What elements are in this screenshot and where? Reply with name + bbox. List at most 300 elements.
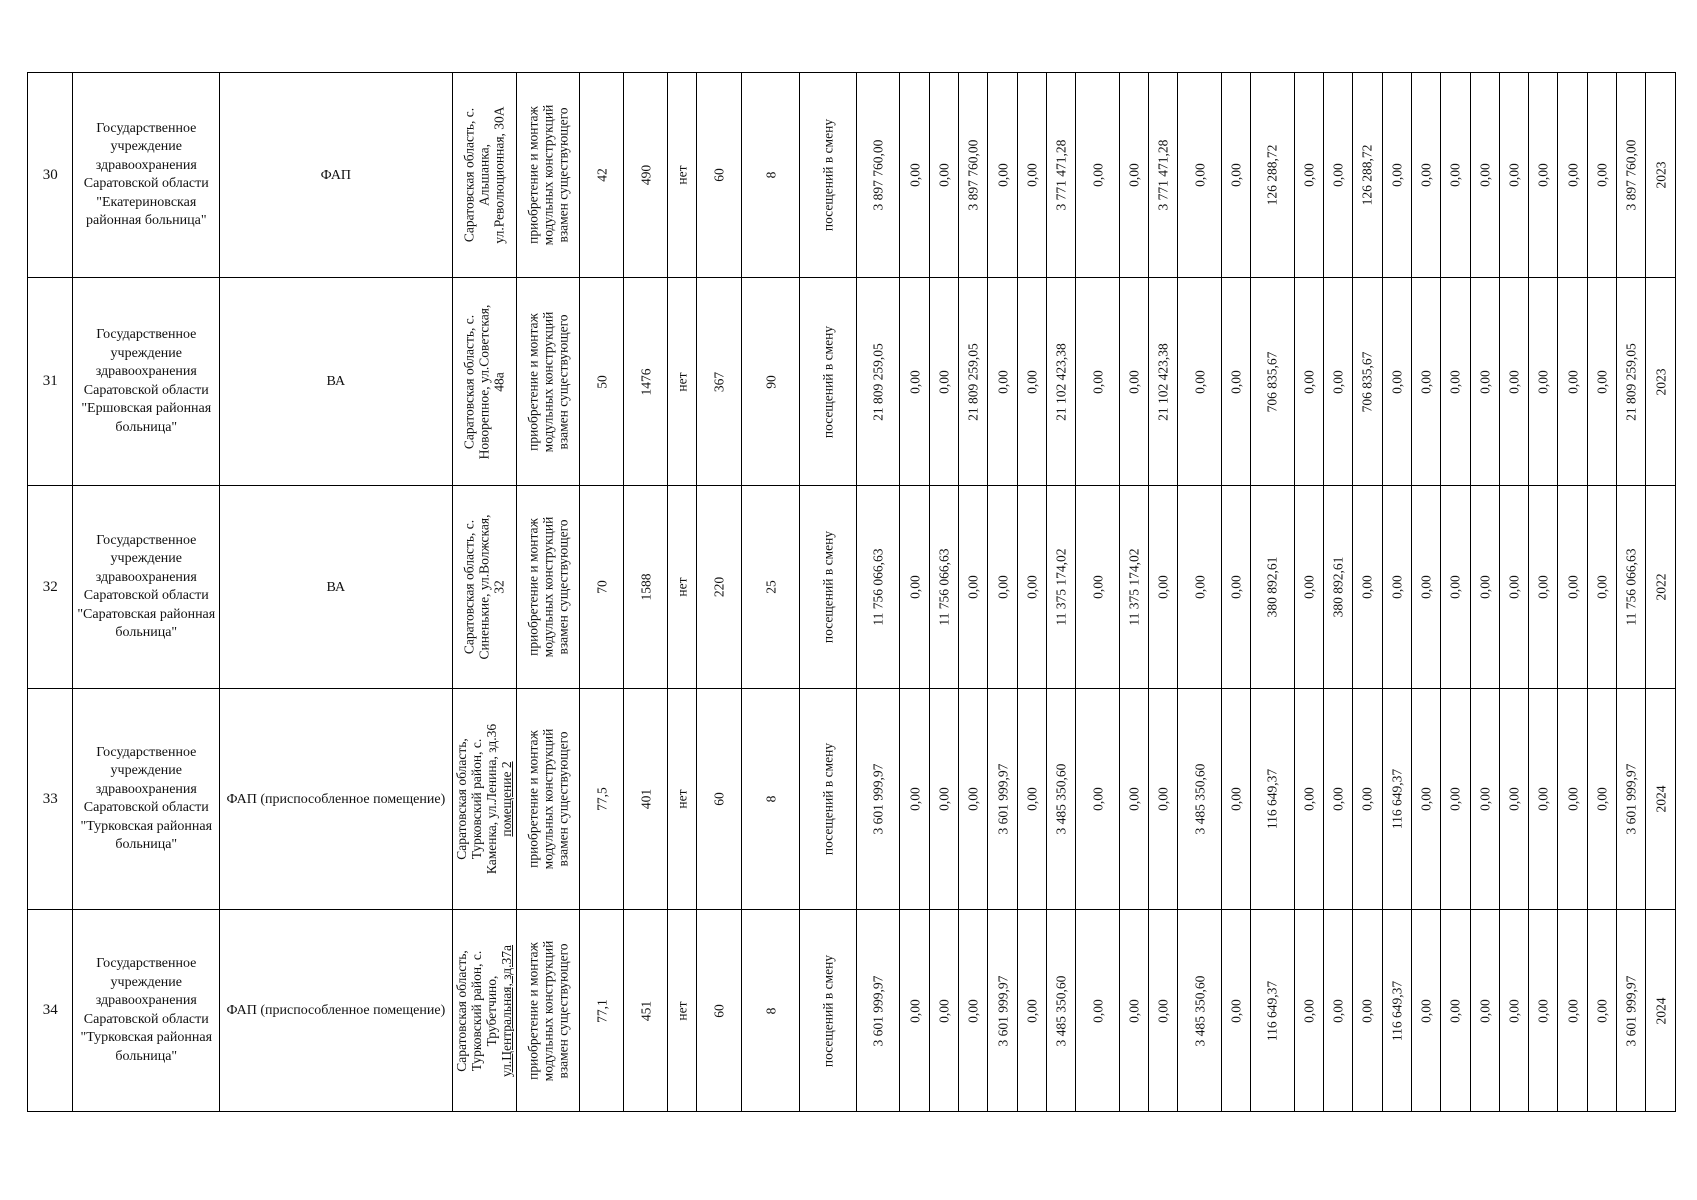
amount	[988, 278, 1017, 486]
address	[452, 73, 517, 278]
amount	[1529, 689, 1558, 910]
capacity	[697, 910, 741, 1112]
capacity-text: 367	[711, 371, 727, 392]
amount	[1149, 278, 1178, 486]
amount-text: 0,00	[1330, 369, 1346, 394]
amount	[1294, 486, 1323, 689]
flag	[667, 689, 696, 910]
amount-text: 116 649,37	[1264, 768, 1280, 830]
amount	[856, 910, 899, 1112]
amount-text: 0,00	[1418, 369, 1434, 394]
amount-text: 0,00	[1024, 369, 1040, 394]
amount	[959, 278, 988, 486]
amount	[1558, 486, 1587, 689]
amount-text: 0,00	[907, 163, 923, 187]
amount	[1382, 486, 1411, 689]
year	[1646, 486, 1676, 689]
amount-text: 3 601 999,97	[870, 763, 886, 835]
work-type-line: приобретение и монтаж	[525, 312, 541, 451]
amount-text: 0,00	[1024, 163, 1040, 187]
area-text: 77,1	[594, 998, 610, 1023]
amount-text: 0,00	[936, 163, 952, 187]
amount	[1353, 910, 1382, 1112]
amount-text: 0,00	[1192, 575, 1208, 599]
amount	[1529, 910, 1558, 1112]
area	[579, 278, 623, 486]
capacity-text: 220	[711, 576, 727, 598]
amount-text: 3 485 350,60	[1192, 975, 1208, 1046]
work-type-line: модульных конструкций	[540, 940, 556, 1081]
amount	[1323, 278, 1352, 486]
amount	[988, 73, 1017, 278]
amount-text: 0,00	[907, 998, 923, 1023]
amount-text: 0,00	[1418, 787, 1434, 811]
capacity-text: 60	[711, 1003, 727, 1018]
work-type	[517, 910, 580, 1112]
amount	[1221, 278, 1250, 486]
amount-text: 116 649,37	[1389, 980, 1405, 1041]
amount	[1178, 486, 1221, 689]
amount	[1323, 910, 1352, 1112]
amount	[1251, 73, 1294, 278]
amount	[1119, 486, 1148, 689]
amount	[1382, 689, 1411, 910]
amount-text: 0,00	[1506, 369, 1522, 394]
amount-text: 0,00	[1228, 575, 1244, 599]
amount-text: 0,00	[1594, 998, 1610, 1023]
population	[624, 689, 667, 910]
amount-text: 0,00	[1090, 163, 1106, 187]
amount	[1499, 910, 1528, 1112]
capacity-2-text: 8	[763, 795, 779, 803]
amount	[1441, 689, 1470, 910]
capacity-2-text: 25	[763, 580, 779, 594]
work-type-line: модульных конструкций	[540, 104, 556, 246]
flag	[667, 278, 696, 486]
amount-text: 0,00	[1126, 163, 1142, 187]
amount-text: 0,00	[1535, 163, 1551, 187]
amount-text: 11 756 066,63	[1623, 548, 1639, 626]
address-line: ул.Центральная, зд.37а	[499, 944, 515, 1077]
amount-text: 0,00	[1359, 787, 1375, 811]
amount-text: 0,00	[1447, 163, 1463, 187]
amount-text: 0,00	[1090, 998, 1106, 1023]
amount	[1529, 73, 1558, 278]
amount-text: 0,00	[1192, 163, 1208, 187]
amount	[900, 73, 929, 278]
amount	[900, 910, 929, 1112]
amount-text: 3 485 350,60	[1192, 763, 1208, 835]
amount-text: 0,00	[1447, 787, 1463, 811]
amount	[1294, 689, 1323, 910]
table-row	[28, 910, 1676, 1112]
amount-text: 0,00	[1565, 575, 1581, 599]
organization-name: Государственное учреждение здравоохранения Саратовской области "Ершовская районная больница"	[73, 278, 220, 486]
amount	[929, 910, 958, 1112]
amount	[856, 278, 899, 486]
amount	[1617, 278, 1646, 486]
address	[452, 278, 517, 486]
amount-text: 0,00	[1228, 787, 1244, 811]
amount	[1221, 910, 1250, 1112]
object-type: ФАП (приспособленное помещение)	[220, 910, 453, 1112]
address-line: помещение 2	[499, 761, 515, 837]
amount-text: 0,00	[1301, 163, 1317, 187]
population-text: 1588	[638, 573, 654, 601]
amount	[856, 486, 899, 689]
amount	[1017, 278, 1046, 486]
amount-text: 3 485 350,60	[1053, 975, 1069, 1046]
amount	[988, 910, 1017, 1112]
amount	[929, 689, 958, 910]
row-number: 34	[28, 910, 73, 1112]
address-line: Турковский район, с.	[469, 950, 485, 1071]
amount	[1411, 486, 1440, 689]
amount-text: 0,00	[1192, 369, 1208, 394]
amount	[1323, 486, 1352, 689]
capacity-text: 60	[711, 792, 727, 806]
amount-text: 0,00	[936, 369, 952, 394]
area	[579, 73, 623, 278]
amount	[1470, 910, 1499, 1112]
amount-text: 0,00	[1535, 369, 1551, 394]
amount-text: 0,00	[1477, 575, 1493, 599]
population	[624, 73, 667, 278]
amount-text: 0,00	[1024, 787, 1040, 811]
address-line: 32	[491, 580, 507, 594]
amount	[1617, 73, 1646, 278]
address-line: Саратовская область,	[454, 949, 470, 1072]
capacity-2	[741, 278, 800, 486]
amount-text: 0,00	[995, 575, 1011, 599]
amount-text: 0,00	[1228, 369, 1244, 394]
amount-text: 0,00	[1301, 787, 1317, 811]
amount-text: 380 892,61	[1330, 556, 1346, 618]
amount	[1558, 689, 1587, 910]
year-text: 2024	[1653, 997, 1669, 1024]
amount	[1323, 73, 1352, 278]
amount-text: 11 375 174,02	[1053, 548, 1069, 626]
amount	[1558, 73, 1587, 278]
amount-text: 0,00	[1565, 369, 1581, 394]
amount-text: 0,00	[1155, 787, 1171, 811]
area-text: 42	[594, 168, 610, 182]
flag-text: нет	[674, 165, 690, 185]
flag	[667, 486, 696, 689]
address-line: Трубетчино,	[484, 975, 500, 1046]
amount-text: 21 809 259,05	[1623, 342, 1639, 421]
amount	[1587, 278, 1616, 486]
capacity-2	[741, 689, 800, 910]
flag-text: нет	[674, 577, 690, 597]
amount-text: 706 835,67	[1264, 351, 1280, 412]
address-line: 48а	[491, 371, 507, 392]
amount-text: 0,00	[1359, 998, 1375, 1023]
amount	[959, 73, 988, 278]
amount	[1047, 689, 1076, 910]
amount	[1149, 910, 1178, 1112]
amount	[1294, 278, 1323, 486]
amount-text: 11 756 066,63	[936, 548, 952, 626]
unit-text: посещений в смену	[820, 742, 836, 856]
capacity	[697, 278, 741, 486]
amount-text: 0,00	[1477, 163, 1493, 187]
amount	[900, 486, 929, 689]
amount-text: 3 897 760,00	[1623, 139, 1639, 211]
amount-text: 0,00	[1447, 369, 1463, 394]
amount-text: 0,00	[1330, 998, 1346, 1023]
amount	[1499, 689, 1528, 910]
amount	[959, 689, 988, 910]
amount	[1251, 689, 1294, 910]
amount-text: 0,00	[1565, 998, 1581, 1023]
unit	[800, 689, 857, 910]
population	[624, 486, 667, 689]
work-type	[517, 689, 580, 910]
amount-text: 11 375 174,02	[1126, 548, 1142, 626]
population-text: 451	[638, 1000, 654, 1021]
amount	[1441, 278, 1470, 486]
amount	[1076, 73, 1119, 278]
amount-text: 380 892,61	[1264, 556, 1280, 618]
table-row	[28, 278, 1676, 486]
work-type-line: приобретение и монтаж	[525, 730, 541, 868]
area	[579, 486, 623, 689]
amount-text: 0,00	[1126, 369, 1142, 394]
amount	[1411, 278, 1440, 486]
amount	[1119, 910, 1148, 1112]
amount	[1017, 910, 1046, 1112]
address-line: Новорепное, ул.Советская,	[476, 304, 492, 459]
amount-text: 0,00	[1090, 787, 1106, 811]
amount-text: 0,00	[1389, 163, 1405, 187]
table-row	[28, 689, 1676, 910]
amount	[1251, 278, 1294, 486]
object-type: ФАП (приспособленное помещение)	[220, 689, 453, 910]
amount-text: 706 835,67	[1359, 351, 1375, 412]
amount	[1529, 278, 1558, 486]
amount-text: 3 485 350,60	[1053, 763, 1069, 835]
amount	[1470, 689, 1499, 910]
amount	[1587, 689, 1616, 910]
amount-text: 0,00	[1024, 998, 1040, 1023]
address-line: Саратовская область, с.	[461, 519, 477, 655]
object-type: ВА	[220, 278, 453, 486]
amount-text: 0,00	[1447, 998, 1463, 1023]
amount	[1149, 689, 1178, 910]
amount	[1178, 910, 1221, 1112]
area	[579, 689, 623, 910]
amount-text: 0,00	[1594, 163, 1610, 187]
amount-text: 0,00	[1155, 575, 1171, 599]
year-text: 2023	[1653, 368, 1669, 395]
amount-text: 3 601 999,97	[870, 975, 886, 1046]
amount	[1017, 486, 1046, 689]
amount	[1047, 278, 1076, 486]
address	[452, 486, 517, 689]
amount	[959, 910, 988, 1112]
unit	[800, 486, 857, 689]
amount-text: 0,00	[1565, 163, 1581, 187]
work-type-line: приобретение и монтаж	[525, 941, 541, 1080]
amount-text: 0,00	[995, 163, 1011, 187]
year	[1646, 689, 1676, 910]
area-text: 50	[594, 374, 610, 389]
amount-text: 0,00	[1506, 998, 1522, 1023]
amount-text: 0,00	[1301, 575, 1317, 599]
amount	[988, 486, 1017, 689]
work-type	[517, 486, 580, 689]
amount-text: 0,00	[965, 787, 981, 811]
amount-text: 0,00	[1594, 787, 1610, 811]
amount	[1441, 910, 1470, 1112]
amount-text: 116 649,37	[1264, 980, 1280, 1041]
amount	[1558, 278, 1587, 486]
amount-text: 0,00	[936, 998, 952, 1023]
amount	[1353, 73, 1382, 278]
row-number: 31	[28, 278, 73, 486]
work-type-line: модульных конструкций	[540, 516, 556, 658]
amount	[1149, 486, 1178, 689]
amount-text: 0,00	[907, 575, 923, 599]
organization-name: Государственное учреждение здравоохранения Саратовской области "Саратовская районная больница"	[73, 486, 220, 689]
address-line: Альшанка,	[476, 144, 492, 206]
amount	[1017, 73, 1046, 278]
amount-text: 0,00	[907, 369, 923, 394]
amount-text: 3 771 471,28	[1053, 139, 1069, 211]
area-text: 70	[594, 580, 610, 594]
population	[624, 910, 667, 1112]
amount	[1076, 278, 1119, 486]
address-line: Каменка, ул.Ленина, зд.36	[484, 723, 500, 875]
amount-text: 0,00	[1330, 787, 1346, 811]
address-line: Саратовская область,	[454, 738, 470, 860]
address	[452, 689, 517, 910]
amount-text: 0,00	[965, 998, 981, 1023]
work-type-line: взамен существующего	[555, 313, 571, 450]
amount	[1617, 910, 1646, 1112]
amount-text: 0,00	[1126, 998, 1142, 1023]
amount-text: 11 756 066,63	[870, 548, 886, 626]
amount	[1499, 278, 1528, 486]
amount-text: 0,00	[1155, 998, 1171, 1023]
amount-text: 0,00	[1418, 163, 1434, 187]
amount-text: 0,00	[965, 575, 981, 599]
flag-text: нет	[674, 1000, 690, 1021]
amount-text: 21 809 259,05	[870, 342, 886, 421]
population-text: 401	[638, 788, 654, 810]
amount	[1470, 486, 1499, 689]
amount-text: 0,00	[1506, 787, 1522, 811]
amount-text: 126 288,72	[1264, 144, 1280, 206]
amount-text: 0,00	[1090, 369, 1106, 394]
amount	[1323, 689, 1352, 910]
amount	[856, 73, 899, 278]
capacity-2	[741, 73, 800, 278]
flag-text: нет	[674, 789, 690, 809]
amount	[1617, 689, 1646, 910]
amount	[1382, 278, 1411, 486]
amount	[1178, 689, 1221, 910]
amount	[1076, 486, 1119, 689]
amount-text: 0,00	[1389, 369, 1405, 394]
organization-name: Государственное учреждение здравоохранения Саратовской области "Турковская районная больница"	[73, 910, 220, 1112]
amount	[959, 486, 988, 689]
amount	[1119, 689, 1148, 910]
amount	[900, 278, 929, 486]
population-text: 490	[638, 164, 654, 186]
unit	[800, 278, 857, 486]
work-type-line: взамен существующего	[555, 942, 571, 1079]
work-type	[517, 73, 580, 278]
year	[1646, 278, 1676, 486]
address-line: Синенькие, ул.Волжская,	[476, 514, 492, 660]
amount-text: 21 102 423,38	[1155, 342, 1171, 421]
year	[1646, 73, 1676, 278]
amount	[1441, 73, 1470, 278]
amount-text: 21 809 259,05	[965, 342, 981, 421]
amount	[1499, 486, 1528, 689]
amount	[1221, 689, 1250, 910]
amount	[856, 689, 899, 910]
capacity	[697, 73, 741, 278]
amount-text: 0,00	[1477, 369, 1493, 394]
object-type: ФАП	[220, 73, 453, 278]
amount-text: 0,00	[1228, 163, 1244, 187]
year	[1646, 910, 1676, 1112]
amount	[1353, 486, 1382, 689]
amount-text: 0,00	[1126, 787, 1142, 811]
amount-text: 0,00	[1228, 998, 1244, 1023]
address-line: Саратовская область, с.	[461, 314, 477, 449]
amount-text: 0,00	[1506, 163, 1522, 187]
amount	[1587, 73, 1616, 278]
work-type-line: модульных конструкций	[540, 311, 556, 452]
amount	[1076, 689, 1119, 910]
amount	[1076, 910, 1119, 1112]
amount	[1587, 910, 1616, 1112]
amount	[1047, 73, 1076, 278]
amount	[1251, 910, 1294, 1112]
amount	[1499, 73, 1528, 278]
table-row	[28, 486, 1676, 689]
amount-text: 0,00	[1535, 575, 1551, 599]
area	[579, 910, 623, 1112]
amount-text: 0,00	[995, 369, 1011, 394]
unit-text: посещений в смену	[820, 954, 836, 1067]
amount-text: 3 601 999,97	[1623, 763, 1639, 835]
amount-text: 0,00	[907, 787, 923, 811]
amount	[1119, 73, 1148, 278]
amount-text: 0,00	[1418, 575, 1434, 599]
amount	[1294, 73, 1323, 278]
amount-text: 0,00	[1535, 998, 1551, 1023]
work-type-line: приобретение и монтаж	[525, 518, 541, 656]
unit-text: посещений в смену	[820, 530, 836, 644]
row-number: 30	[28, 73, 73, 278]
amount-text: 3 897 760,00	[965, 139, 981, 211]
population	[624, 278, 667, 486]
amount	[1221, 73, 1250, 278]
amount	[929, 278, 958, 486]
amount	[1470, 278, 1499, 486]
amount-text: 0,00	[1565, 787, 1581, 811]
amount-text: 0,00	[1330, 163, 1346, 187]
address-line: Саратовская область, с.	[461, 107, 477, 243]
capacity-text: 60	[711, 168, 727, 182]
flag	[667, 73, 696, 278]
capacity-2	[741, 910, 800, 1112]
